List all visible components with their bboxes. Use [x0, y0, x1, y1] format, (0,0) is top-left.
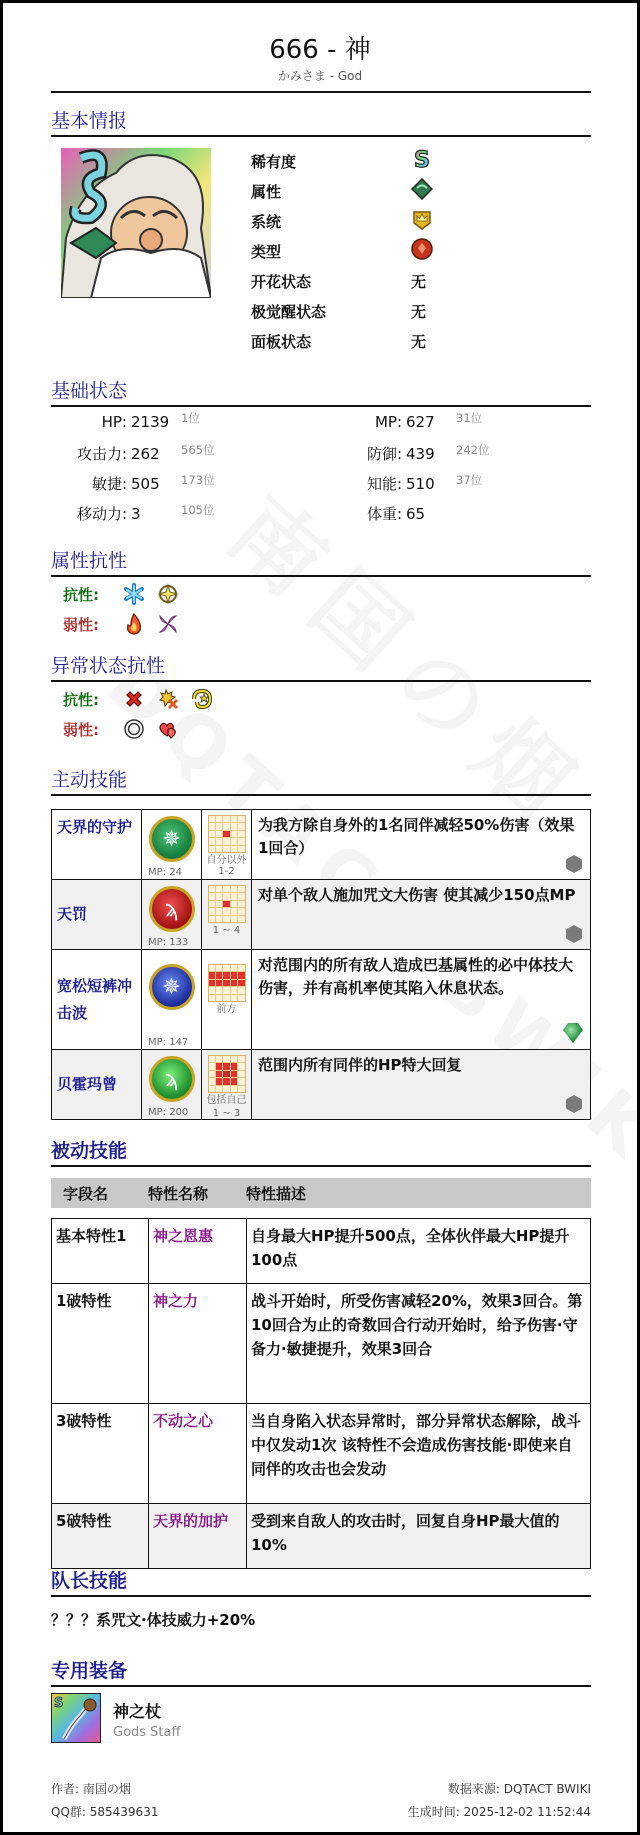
passive-row: 5破特性 天界的加护 受到来自敌人的攻击时，回复自身HP最大值的10% [52, 1504, 591, 1569]
svg-text:S: S [414, 148, 430, 170]
light-icon [157, 583, 179, 605]
skill-row[interactable]: 天界的守护 ✵ MP: 24 自分以外1-2 为我方除自身外的1名同伴减轻50%伤害（效果1回合） [52, 810, 591, 880]
skill-row[interactable]: 天罚 ϡ MP: 133 1 ~ 4 对单个敌人施加咒文大伤害 使其减少150点MP [52, 880, 591, 950]
character-page [3, 3, 637, 1832]
section-heading-leader-skill: 队长技能 [51, 1566, 591, 1597]
skill-hexagon-badge-icon [566, 855, 582, 873]
skill-description: 为我方除自身外的1名同伴减轻50%伤害（效果1回合） [258, 816, 575, 857]
svg-text:S: S [54, 1696, 64, 1711]
leader-skill-text: ？？？系咒文·体技威力+20% [51, 1611, 256, 1629]
stats-grid [51, 413, 591, 533]
element-resist-row: 抗性: [63, 580, 179, 608]
passive-row: 3破特性 不动之心 当自身陷入状态异常时，部分异常状态解除，战斗中仅发动1次 该特性不会造成伤害技能·即使来自同伴的攻击也会发动 [52, 1404, 591, 1504]
skill-name: 天界的守护 [52, 810, 142, 880]
element-wind-icon [411, 178, 433, 204]
stat-agility: 敏捷: 505 173位 [91, 473, 215, 493]
info-row-element: 属性 [251, 176, 551, 206]
family-crown-icon [411, 208, 433, 234]
skill-heal-shield-icon: ✵ [149, 816, 195, 862]
page-title: 666 - 神 [269, 35, 371, 65]
section-heading-basic-info: 基本情报 [51, 106, 591, 137]
passive-table-header: 字段名 特性名称 特性描述 [51, 1178, 591, 1208]
section-heading-passive-skills: 被动技能 [51, 1136, 591, 1167]
rarity-s-icon [411, 148, 433, 174]
staff-icon [51, 1693, 101, 1743]
range-grid [208, 885, 246, 923]
skill-description: 对范围内的所有敌人造成巴基属性的必中体技大伤害，并有高机率使其陷入休息状态。 [258, 956, 574, 997]
stat-hp: HP: 2139 1位 [101, 411, 200, 431]
skill-wind-gem-icon [563, 1023, 583, 1043]
seal-icon [123, 718, 145, 740]
skill-hexagon-badge-icon [566, 1095, 582, 1113]
type-attack-icon [411, 238, 433, 264]
section-heading-active-skills: 主动技能 [51, 765, 591, 796]
element-weak-row: 弱性: [63, 610, 179, 638]
skill-row[interactable]: 贝霍玛曾 ϡ MP: 200 包括自己 1 ~ 3 范围内所有同伴的HP特大回复 [52, 1050, 591, 1120]
page-subtitle: かみさま - God [277, 69, 363, 83]
section-heading-status-resist: 异常状态抗性 [51, 651, 591, 682]
info-row-type: 类型 [251, 236, 551, 266]
range-grid [208, 815, 246, 853]
info-row-panel: 面板状态 无 [251, 332, 427, 351]
stat-wisdom: 知能: 510 37位 [366, 473, 483, 493]
section-heading-exclusive-equip: 专用装备 [51, 1656, 591, 1687]
skill-description: 对单个敌人施加咒文大伤害 使其减少150点MP [258, 886, 576, 904]
footer-row-1 [51, 1780, 591, 1797]
skill-spell-icon: ϡ [149, 886, 195, 932]
range-grid [208, 1055, 246, 1093]
range-grid [208, 964, 246, 1002]
stun-icon [157, 688, 179, 710]
death-icon [123, 688, 145, 710]
passive-row: 基本特性1 神之恩惠 自身最大HP提升500点，全体伙伴最大HP提升100点 [52, 1219, 591, 1284]
passive-skills-table [51, 1218, 591, 1569]
generated-time: 生成时间: 2025-12-02 11:52:44 [407, 1805, 591, 1819]
character-portrait [61, 148, 211, 298]
divider [51, 91, 591, 93]
equipment-item[interactable] [51, 1693, 180, 1743]
passive-row: 1破特性 神之力 战斗开始时，所受伤害减轻20%，效果3回合。第10回合为止的奇数回合行动开始时，给予伤害·守备力·敏捷提升，效果3回合 [52, 1284, 591, 1404]
stat-move: 移动力: 3 105位 [76, 503, 215, 523]
stat-mp: MP: 627 31位 [374, 411, 483, 431]
skill-row[interactable]: 宽松短裤冲击波 ✵ MP: 147 前方 对范围内的所有敌人造成巴基属性的必中体技大伤害，并有高机率使其陷入休息状态。 [52, 950, 591, 1050]
equipment-name: 神之杖 [113, 1702, 162, 1721]
status-resist-row: 抗性: [63, 685, 213, 713]
skill-hexagon-badge-icon [566, 925, 582, 943]
stat-defense: 防御: 439 242位 [366, 443, 490, 463]
info-row-bloom: 开花状态 无 [251, 272, 427, 291]
info-row-family: 系统 [251, 206, 551, 236]
footer-row-2 [51, 1803, 591, 1820]
ice-icon [123, 583, 145, 605]
confuse-icon [191, 688, 213, 710]
stat-weight: 体重: 65 [366, 505, 426, 523]
wind-icon [157, 613, 179, 635]
skill-name: 宽松短裤冲击波 [52, 950, 142, 1050]
info-row-awakening: 极觉醒状态 无 [251, 302, 427, 321]
equipment-name-en: Gods Staff [113, 1725, 181, 1740]
data-source: 数据来源: DQTACT BWIKI [447, 1782, 591, 1796]
skill-heal-icon: ϡ [149, 1056, 195, 1102]
author: 作者: 南国の烟 [51, 1782, 131, 1796]
status-weak-row: 弱性: [63, 715, 179, 743]
skill-description: 范围内所有同伴的HP特大回复 [258, 1056, 462, 1074]
active-skills-table [51, 809, 591, 1120]
basic-info-list [251, 146, 551, 356]
info-row-rarity: 稀有度 S [251, 146, 551, 176]
qq-group: QQ群: 585439631 [51, 1805, 159, 1819]
charm-icon [157, 718, 179, 740]
skill-name: 贝霍玛曾 [52, 1050, 142, 1120]
fire-icon [123, 613, 145, 635]
skill-name: 天罚 [52, 880, 142, 950]
section-heading-element-resist: 属性抗性 [51, 546, 591, 577]
stat-attack: 攻击力: 262 565位 [76, 443, 215, 463]
skill-martial-icon: ✵ [149, 964, 195, 1010]
section-heading-base-stats: 基础状态 [51, 376, 591, 407]
